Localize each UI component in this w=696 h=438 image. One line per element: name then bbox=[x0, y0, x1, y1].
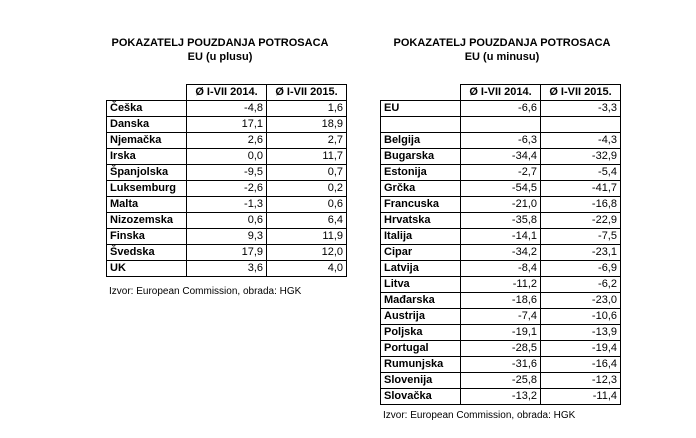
value-2015-cell: 0,6 bbox=[267, 197, 347, 213]
value-2014-cell: -31,6 bbox=[461, 357, 541, 373]
table-row bbox=[107, 149, 347, 165]
right-title: POKAZATELJ POUZDANJA POTROSACA bbox=[393, 37, 611, 49]
value-2014-cell: -13,2 bbox=[461, 389, 541, 405]
value-2015-cell: -6,2 bbox=[541, 277, 621, 293]
table-row bbox=[107, 165, 347, 181]
value-2014-cell: -34,2 bbox=[461, 245, 541, 261]
table-row bbox=[107, 101, 347, 117]
left-title-block bbox=[90, 36, 350, 64]
value-2014-cell: -4,8 bbox=[187, 101, 267, 117]
right-col-header-2015: Ø I-VII 2015. bbox=[541, 85, 621, 101]
right-table-wrap bbox=[380, 84, 621, 405]
table-row bbox=[381, 261, 621, 277]
left-col-header-2014: Ø I-VII 2014. bbox=[187, 85, 267, 101]
value-2014-cell: -35,8 bbox=[461, 213, 541, 229]
country-cell: Grčka bbox=[381, 181, 461, 197]
country-cell: Portugal bbox=[381, 341, 461, 357]
value-2014-cell: -1,3 bbox=[187, 197, 267, 213]
value-2014-cell: -19,1 bbox=[461, 325, 541, 341]
value-2014-cell bbox=[461, 117, 541, 133]
country-cell: Finska bbox=[107, 229, 187, 245]
country-cell: Španjolska bbox=[107, 165, 187, 181]
country-cell: Mađarska bbox=[381, 293, 461, 309]
value-2015-cell: -13,9 bbox=[541, 325, 621, 341]
value-2015-cell: -3,3 bbox=[541, 101, 621, 117]
country-cell: Slovačka bbox=[381, 389, 461, 405]
left-header-blank bbox=[107, 85, 187, 101]
value-2015-cell: -6,9 bbox=[541, 261, 621, 277]
value-2014-cell: 17,1 bbox=[187, 117, 267, 133]
value-2014-cell: -28,5 bbox=[461, 341, 541, 357]
value-2015-cell: -16,8 bbox=[541, 197, 621, 213]
country-cell: Irska bbox=[107, 149, 187, 165]
table-row bbox=[381, 389, 621, 405]
country-cell bbox=[381, 117, 461, 133]
value-2014-cell: 0,0 bbox=[187, 149, 267, 165]
left-table-body bbox=[107, 101, 347, 277]
value-2015-cell: 0,7 bbox=[267, 165, 347, 181]
table-row bbox=[107, 117, 347, 133]
value-2014-cell: -6,6 bbox=[461, 101, 541, 117]
value-2015-cell: -10,6 bbox=[541, 309, 621, 325]
value-2014-cell: 2,6 bbox=[187, 133, 267, 149]
value-2014-cell: -9,5 bbox=[187, 165, 267, 181]
country-cell: Hrvatska bbox=[381, 213, 461, 229]
value-2015-cell: 1,6 bbox=[267, 101, 347, 117]
table-row bbox=[381, 357, 621, 373]
value-2014-cell: -21,0 bbox=[461, 197, 541, 213]
country-cell: Češka bbox=[107, 101, 187, 117]
country-cell: Italija bbox=[381, 229, 461, 245]
country-cell: Litva bbox=[381, 277, 461, 293]
value-2015-cell: -12,3 bbox=[541, 373, 621, 389]
right-title-block bbox=[370, 36, 634, 64]
table-row bbox=[381, 181, 621, 197]
value-2014-cell: -11,2 bbox=[461, 277, 541, 293]
table-row bbox=[381, 325, 621, 341]
value-2014-cell: 17,9 bbox=[187, 245, 267, 261]
table-row bbox=[381, 165, 621, 181]
table-row bbox=[107, 197, 347, 213]
value-2015-cell: -22,9 bbox=[541, 213, 621, 229]
right-subtitle: EU (u minusu) bbox=[464, 51, 540, 63]
country-cell: Francuska bbox=[381, 197, 461, 213]
left-table-wrap bbox=[106, 84, 347, 277]
table-row bbox=[107, 133, 347, 149]
table-row bbox=[381, 341, 621, 357]
country-cell: Danska bbox=[107, 117, 187, 133]
table-row bbox=[381, 133, 621, 149]
country-cell: Belgija bbox=[381, 133, 461, 149]
value-2014-cell: -14,1 bbox=[461, 229, 541, 245]
table-row bbox=[381, 117, 621, 133]
country-cell: Luksemburg bbox=[107, 181, 187, 197]
value-2014-cell: -6,3 bbox=[461, 133, 541, 149]
right-source: Izvor: European Commission, obrada: HGK bbox=[383, 410, 576, 421]
country-cell: Malta bbox=[107, 197, 187, 213]
value-2014-cell: -8,4 bbox=[461, 261, 541, 277]
country-cell: Njemačka bbox=[107, 133, 187, 149]
country-cell: Poljska bbox=[381, 325, 461, 341]
value-2015-cell: -32,9 bbox=[541, 149, 621, 165]
value-2015-cell: 11,9 bbox=[267, 229, 347, 245]
value-2015-cell: -23,1 bbox=[541, 245, 621, 261]
right-col-header-2014: Ø I-VII 2014. bbox=[461, 85, 541, 101]
value-2014-cell: -18,6 bbox=[461, 293, 541, 309]
table-row bbox=[107, 261, 347, 277]
table-row bbox=[107, 213, 347, 229]
table-row bbox=[381, 293, 621, 309]
value-2014-cell: 3,6 bbox=[187, 261, 267, 277]
right-table bbox=[380, 84, 621, 405]
value-2015-cell: -5,4 bbox=[541, 165, 621, 181]
left-table bbox=[106, 84, 347, 277]
value-2015-cell: 2,7 bbox=[267, 133, 347, 149]
value-2015-cell: -19,4 bbox=[541, 341, 621, 357]
country-cell: Latvija bbox=[381, 261, 461, 277]
value-2014-cell: -2,6 bbox=[187, 181, 267, 197]
country-cell: Rumunjska bbox=[381, 357, 461, 373]
value-2015-cell: -4,3 bbox=[541, 133, 621, 149]
value-2014-cell: -34,4 bbox=[461, 149, 541, 165]
value-2015-cell: -11,4 bbox=[541, 389, 621, 405]
country-cell: Bugarska bbox=[381, 149, 461, 165]
value-2015-cell: 0,2 bbox=[267, 181, 347, 197]
left-subtitle: EU (u plusu) bbox=[187, 51, 253, 63]
left-col-header-2015: Ø I-VII 2015. bbox=[267, 85, 347, 101]
value-2015-cell: -16,4 bbox=[541, 357, 621, 373]
table-row bbox=[107, 181, 347, 197]
left-title: POKAZATELJ POUZDANJA POTROSACA bbox=[111, 37, 329, 49]
table-row bbox=[381, 101, 621, 117]
country-cell: EU bbox=[381, 101, 461, 117]
country-cell: Slovenija bbox=[381, 373, 461, 389]
value-2014-cell: -54,5 bbox=[461, 181, 541, 197]
value-2015-cell: -7,5 bbox=[541, 229, 621, 245]
value-2015-cell: 6,4 bbox=[267, 213, 347, 229]
right-header-blank bbox=[381, 85, 461, 101]
right-table-header-row bbox=[381, 85, 621, 101]
value-2015-cell: -41,7 bbox=[541, 181, 621, 197]
table-row bbox=[381, 197, 621, 213]
left-table-header-row bbox=[107, 85, 347, 101]
country-cell: Austrija bbox=[381, 309, 461, 325]
table-row bbox=[381, 373, 621, 389]
table-row bbox=[107, 229, 347, 245]
value-2015-cell: 18,9 bbox=[267, 117, 347, 133]
value-2015-cell: 4,0 bbox=[267, 261, 347, 277]
value-2015-cell bbox=[541, 117, 621, 133]
table-row bbox=[381, 277, 621, 293]
left-source: Izvor: European Commission, obrada: HGK bbox=[109, 286, 302, 297]
value-2014-cell: 0,6 bbox=[187, 213, 267, 229]
value-2014-cell: -2,7 bbox=[461, 165, 541, 181]
value-2014-cell: -25,8 bbox=[461, 373, 541, 389]
country-cell: Nizozemska bbox=[107, 213, 187, 229]
country-cell: Cipar bbox=[381, 245, 461, 261]
right-table-body bbox=[381, 101, 621, 405]
country-cell: Estonija bbox=[381, 165, 461, 181]
value-2014-cell: -7,4 bbox=[461, 309, 541, 325]
value-2014-cell: 9,3 bbox=[187, 229, 267, 245]
table-row bbox=[381, 245, 621, 261]
value-2015-cell: -23,0 bbox=[541, 293, 621, 309]
value-2015-cell: 12,0 bbox=[267, 245, 347, 261]
value-2015-cell: 11,7 bbox=[267, 149, 347, 165]
country-cell: UK bbox=[107, 261, 187, 277]
table-row bbox=[381, 309, 621, 325]
table-row bbox=[107, 245, 347, 261]
table-row bbox=[381, 229, 621, 245]
table-row bbox=[381, 149, 621, 165]
country-cell: Švedska bbox=[107, 245, 187, 261]
table-row bbox=[381, 213, 621, 229]
